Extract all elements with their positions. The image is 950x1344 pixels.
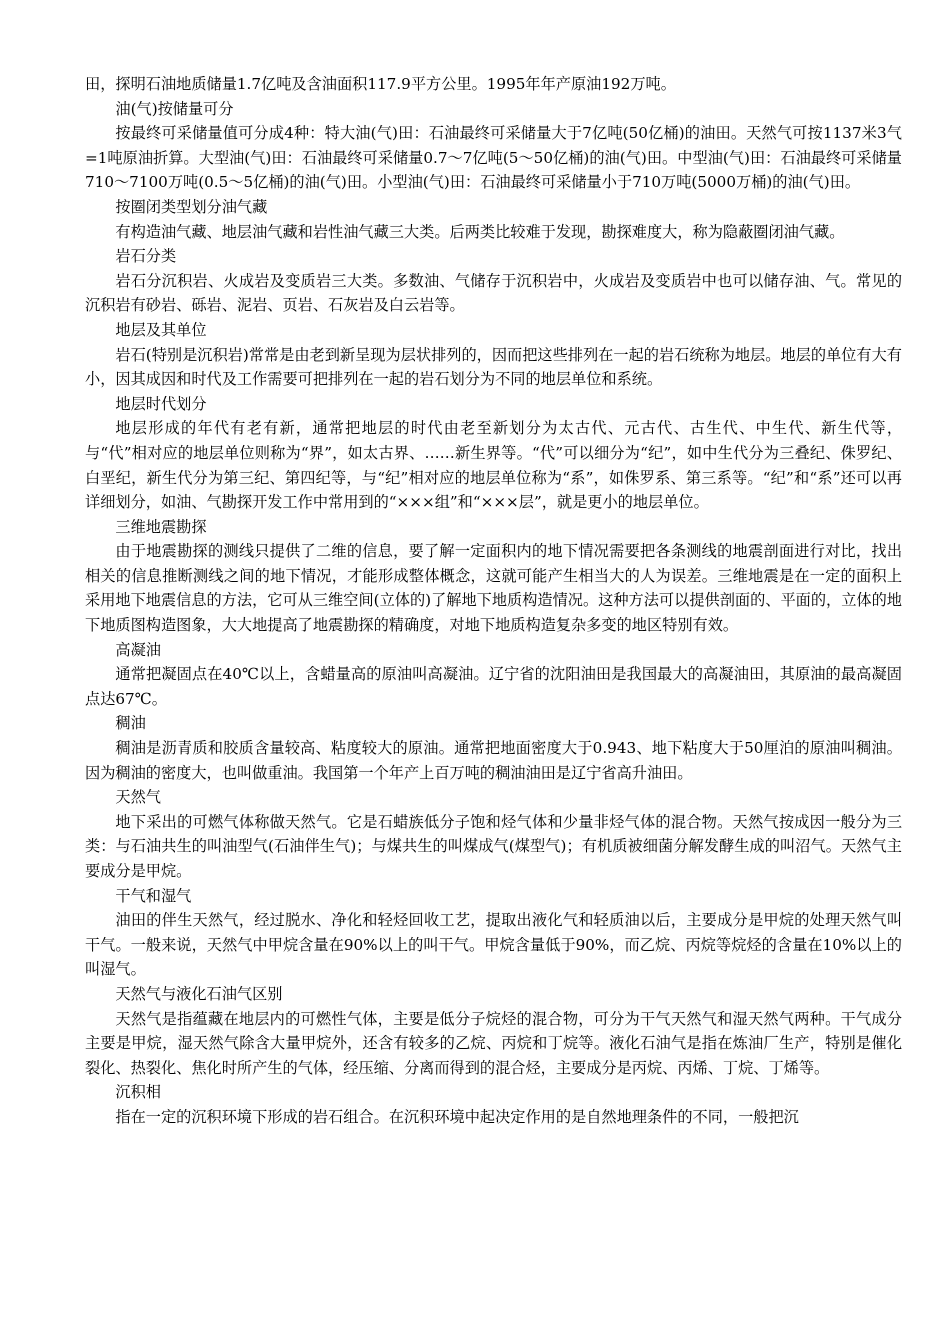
- section-heading: 地层及其单位: [115, 320, 207, 339]
- paragraph: 指在一定的沉积环境下形成的岩石组合。在沉积环境中起决定作用的是自然地理条件的不同，一般把沉: [115, 1107, 799, 1126]
- section-heading: 按圈闭类型划分油气藏: [115, 197, 268, 216]
- paragraph: 地层形成的年代有老有新，通常把地层的时代由老至新划分为太古代、元古代、古生代、中生代、新生代等，与“代”相对应的地层单位则称为“界”，如太古界、……新生界等。“代”可以细分为“纪”，如中生代分为三叠纪、侏罗纪、白垩纪，新生代分为第三纪、第四纪等，与“纪”相对应的地层单位称为“系”，如侏罗系、第三系等。“纪”和“系”还可以再详细划分，如油、气勘探开发工作中常用到的“×××组”和“×××层”，就是更小的地层单位。: [85, 419, 902, 512]
- section-heading: 油(气)按储量可分: [115, 99, 234, 118]
- paragraph: 天然气是指蕴藏在地层内的可燃性气体，主要是低分子烷烃的混合物，可分为干气天然气和湿天然气两种。干气成分主要是甲烷，湿天然气除含大量甲烷外，还含有较多的乙烷、丙烷和丁烷等。液化石油气是指在炼油厂生产，特别是催化裂化、热裂化、焦化时所产生的气体，经压缩、分离而得到的混合烃，主要成分是丙烷、丙烯、丁烷、丁烯等。: [85, 1009, 902, 1077]
- paragraph-continued: 田，探明石油地质储量1.7亿吨及含油面积117.9平方公里。1995年年产原油192万吨。: [85, 75, 676, 93]
- section-heading: 岩石分类: [115, 247, 177, 266]
- paragraph: 油田的伴生天然气，经过脱水、净化和轻烃回收工艺，提取出液化气和轻质油以后，主要成分是甲烷的处理天然气叫干气。一般来说，天然气中甲烷含量在90%以上的叫干气。甲烷含量低于90%，而乙烷、丙烷等烷烃的含量在10%以上的叫湿气。: [85, 911, 902, 979]
- section-heading: 地层时代划分: [115, 394, 207, 413]
- section-heading: 三维地震勘探: [115, 517, 207, 536]
- paragraph: 通常把凝固点在40℃以上，含蜡量高的原油叫高凝油。辽宁省的沈阳油田是我国最大的高凝油田，其原油的最高凝固点达67℃。: [85, 665, 902, 708]
- section-heading: 干气和湿气: [115, 886, 192, 905]
- section-heading: 稠油: [115, 714, 146, 733]
- section-heading: 高凝油: [115, 640, 161, 659]
- paragraph: 按最终可采储量值可分成4种：特大油(气)田：石油最终可采储量大于7亿吨(50亿桶)的油田。天然气可按1137米3气=1吨原油折算。大型油(气)田：石油最终可采储量0.7～7亿吨(5～50亿桶)的油(气)田。中型油(气)田：石油最终可采储量710～7100万吨(0.5～5亿桶)的油(气)田。小型油(气)田：石油最终可采储量小于710万吨(5000万桶)的油(气)田。: [85, 124, 902, 192]
- paragraph: 岩石分沉积岩、火成岩及变质岩三大类。多数油、气储存于沉积岩中，火成岩及变质岩中也可以储存油、气。常见的沉积岩有砂岩、砾岩、泥岩、页岩、石灰岩及白云岩等。: [85, 271, 902, 315]
- section-heading: 天然气与液化石油气区别: [115, 984, 283, 1003]
- section-heading: 天然气: [115, 788, 161, 807]
- paragraph: 由于地震勘探的测线只提供了二维的信息，要了解一定面积内的地下情况需要把各条测线的地震剖面进行对比，找出相关的信息推断测线之间的地下情况，才能形成整体概念，这就可能产生相当大的人为误差。三维地震是在一定的面积上采用地下地震信息的方法，它可从三维空间(立体的)了解地下地质构造情况。这种方法可以提供剖面的、平面的，立体的地下地质图构造图象，大大地提高了地震勘探的精确度，对地下地质构造复杂多变的地区特别有效。: [85, 542, 902, 635]
- paragraph: 稠油是沥青质和胶质含量较高、粘度较大的原油。通常把地面密度大于0.943、地下粘度大于50厘泊的原油叫稠油。因为稠油的密度大，也叫做重油。我国第一个年产上百万吨的稠油油田是辽宁省高升油田。: [85, 739, 902, 782]
- paragraph: 地下采出的可燃气体称做天然气。它是石蜡族低分子饱和烃气体和少量非烃气体的混合物。天然气按成因一般分为三类：与石油共生的叫油型气(石油伴生气)；与煤共生的叫煤成气(煤型气)；有机质被细菌分解发酵生成的叫沼气。天然气主要成分是甲烷。: [85, 812, 902, 880]
- section-heading: 沉积相: [115, 1083, 161, 1102]
- paragraph: 有构造油气藏、地层油气藏和岩性油气藏三大类。后两类比较难于发现，勘探难度大，称为隐蔽圈闭油气藏。: [115, 222, 845, 241]
- paragraph: 岩石(特别是沉积岩)常常是由老到新呈现为层状排列的，因而把这些排列在一起的岩石统称为地层。地层的单位有大有小，因其成因和时代及工作需要可把排列在一起的岩石划分为不同的地层单位和系统。: [85, 345, 902, 389]
